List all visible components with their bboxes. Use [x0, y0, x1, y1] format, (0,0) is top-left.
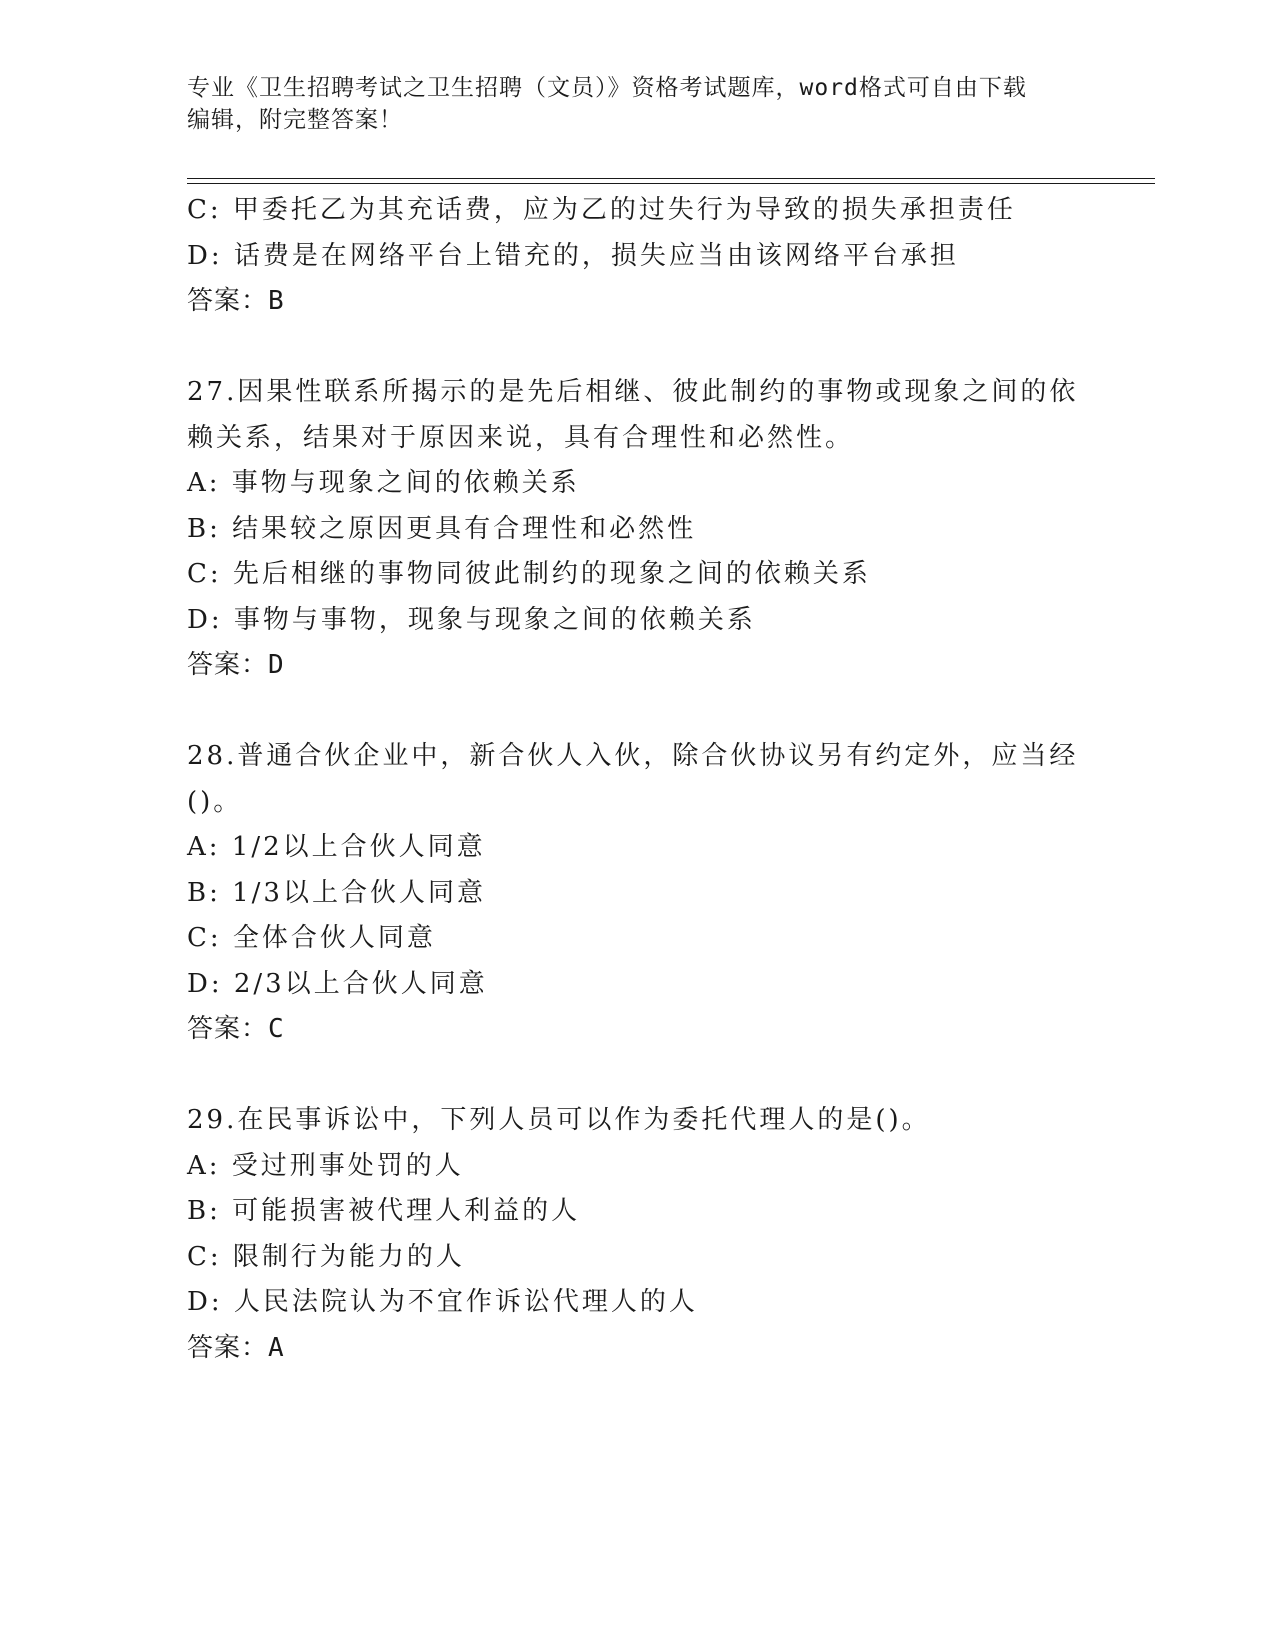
option-c: C: 甲委托乙为其充话费，应为乙的过失行为导致的损失承担责任	[187, 195, 1016, 225]
answer-line: 答案：C	[187, 1014, 285, 1044]
option-b: B: 结果较之原因更具有合理性和必然性	[187, 513, 697, 544]
document-header	[187, 72, 1067, 136]
option-d: D: 人民法院认为不宜作诉讼代理人的人	[187, 1287, 698, 1317]
header-divider-bottom	[187, 183, 1155, 184]
option-a: A: 受过刑事处罚的人	[187, 1150, 464, 1181]
answer-line: 答案：B	[187, 286, 285, 316]
option-c: C: 全体合伙人同意	[187, 923, 436, 953]
question-28	[187, 734, 1087, 1053]
option-c: C: 限制行为能力的人	[187, 1241, 465, 1272]
option-c: C: 先后相继的事物同彼此制约的现象之间的依赖关系	[187, 559, 871, 589]
option-b: B: 可能损害被代理人利益的人	[187, 1196, 581, 1226]
option-d: D: 2/3以上合伙人同意	[187, 968, 488, 999]
option-b: B: 1/3以上合伙人同意	[187, 877, 486, 908]
question-stem: 29.在民事诉讼中，下列人员可以作为委托代理人的是()。	[187, 1105, 931, 1135]
option-a: A: 事物与现象之间的依赖关系	[187, 468, 580, 498]
answer-line: 答案：D	[187, 650, 285, 680]
question-29	[187, 1098, 1087, 1371]
question-26-partial	[187, 188, 1087, 325]
spacer	[187, 1053, 1087, 1099]
question-stem: 28.普通合伙企业中，新合伙人入伙，除合伙协议另有约定外，应当经	[187, 741, 1079, 771]
option-d: D: 事物与事物，现象与现象之间的依赖关系	[187, 604, 756, 635]
header-divider-top	[187, 178, 1155, 179]
question-list	[187, 188, 1087, 1371]
question-27	[187, 370, 1087, 689]
option-a: A: 1/2以上合伙人同意	[187, 832, 486, 862]
option-d: D: 话费是在网络平台上错充的，损失应当由该网络平台承担	[187, 240, 959, 271]
question-stem-continued: 赖关系，结果对于原因来说，具有合理性和必然性。	[187, 422, 855, 453]
spacer	[187, 325, 1087, 371]
question-stem-continued: ()。	[187, 786, 243, 817]
header-line-1: 专业《卫生招聘考试之卫生招聘（文员）》资格考试题库，word格式可自由下载	[187, 75, 1027, 101]
answer-line: 答案：A	[187, 1332, 285, 1363]
spacer	[187, 689, 1087, 735]
question-stem: 27.因果性联系所揭示的是先后相继、彼此制约的事物或现象之间的依	[187, 377, 1079, 407]
header-line-2: 编辑，附完整答案！	[187, 107, 403, 133]
